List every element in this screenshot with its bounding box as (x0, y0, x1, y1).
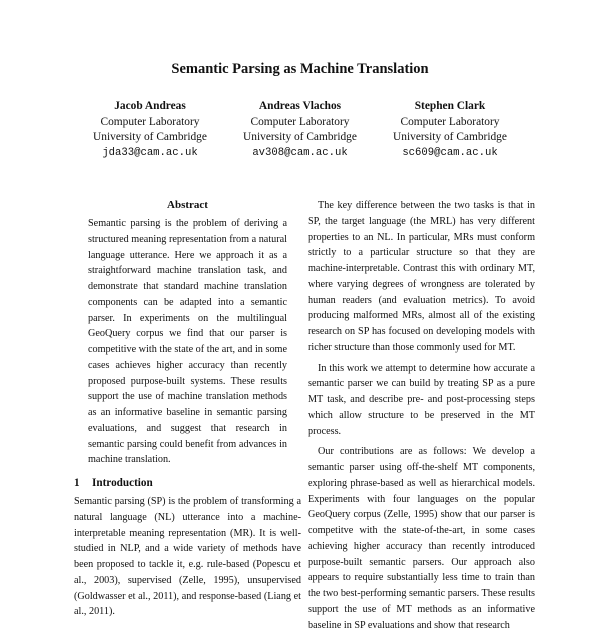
author-name: Jacob Andreas (114, 100, 186, 112)
body-paragraph: In this work we attempt to determine how accurate a semantic parser we can build by treating SP as a pure MT task, and describe pre- and post-processing steps which allow structure to be preserved in the MT process. (308, 362, 535, 437)
author-block-1 (70, 99, 230, 161)
author-email: av308@cam.ac.uk (252, 146, 348, 159)
paper-title: Semantic Parsing as Machine Translation (171, 61, 429, 77)
abstract-heading: Abstract (167, 199, 208, 211)
section-title: Introduction (92, 477, 153, 489)
author-email: sc609@cam.ac.uk (402, 146, 498, 159)
author-block-3 (370, 99, 530, 161)
body-paragraph: Our contributions are as follows: We develop a semantic parser using off-the-shelf MT components, exploring phrase-based as well as hierarchical models. Experiments with four languages on the popular GeoQuery corpus (Zelle, 1995) show that our parser is competitve with the state-of-the-art, in some cases achieving higher accuracy than recently introduced purpose-built semantic parsers. Our approach also appears to require substantially less time to train than the two best-performing semantic parsers. These results support the use of MT methods as an informative baseline in SP evaluations and show that research (308, 446, 535, 631)
section-number: 1 (74, 477, 80, 489)
author-institution: University of Cambridge (393, 131, 507, 143)
section-heading (74, 475, 301, 492)
author-email: jda33@cam.ac.uk (102, 146, 198, 159)
author-affiliation: Computer Laboratory (250, 115, 350, 128)
author-affiliation: Computer Laboratory (100, 115, 200, 128)
left-column (74, 198, 301, 620)
author-name: Stephen Clark (414, 100, 486, 112)
right-column (308, 198, 535, 638)
body-paragraph: The key difference between the two tasks is that in SP, the target language (the MRL) has very different properties to an NL. In particular, MRs must conform strictly to a particular structure so that they are machine-interpretable. Contrast this with ordinary MT, where varying degrees of wrongness are tolerated by human readers (and evaluation metrics). To avoid producing malformed MRs, almost all of the existing research on SP has focused on developing models with richer structure than those commonly used for MT. (308, 200, 535, 353)
author-institution: University of Cambridge (243, 131, 357, 143)
author-affiliation: Computer Laboratory (400, 115, 500, 128)
abstract-body (74, 216, 301, 468)
intro-paragraph: Semantic parsing (SP) is the problem of transforming a natural language (NL) utterance into a machine-interpretable meaning representation (MR). It is well-studied in NLP, and a wide variety of methods have been proposed to tackle it, e.g. rule-based (Popescu et al., 2003), supervised (Zelle, 1995), unsupervised (Goldwasser et al., 2011), and response-based (Liang et al., 2011). (74, 496, 301, 618)
author-institution: University of Cambridge (93, 131, 207, 143)
abstract-text: Semantic parsing is the problem of deriving a structured meaning representation from a natural language utterance. Here we approach it as a straightforward machine translation task, and demonstrate that standard machine translation components can be adapted into a semantic parser. In experiments on the multilingual GeoQuery corpus we find that our parser is competitive with the state of the art, and in some cases achieves higher accuracy than recently proposed purpose-built systems. These results support the use of machine translation methods as an informative baseline in semantic parsing evaluations, and suggest that research in semantic parsing could benefit from advances in machine translation. (88, 218, 287, 466)
author-block-2 (220, 99, 380, 161)
author-name: Andreas Vlachos (258, 100, 342, 112)
